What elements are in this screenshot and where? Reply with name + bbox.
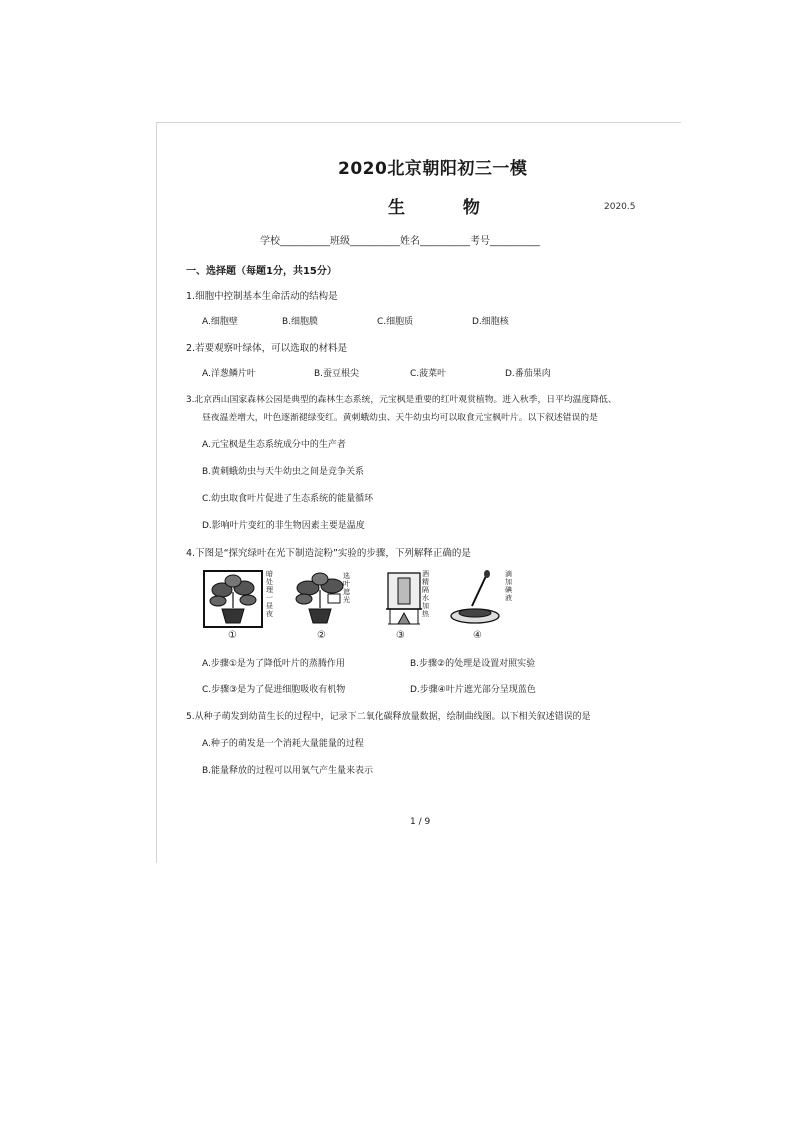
step2-label: ② [317,630,326,641]
exam-title: 2020北京朝阳初三一模 [338,159,528,179]
q2-option-a: A.洋葱鳞片叶 [202,369,256,379]
step4-iodine-drop [451,570,499,623]
q3-option-c: C.幼虫取食叶片促进了生态系统的能量循环 [202,494,374,504]
q1-option-c: C.细胞质 [377,317,414,327]
question-2-stem: 2.若要观察叶绿体，可以选取的材料是 [186,343,348,354]
q3-option-a: A.元宝枫是生态系统成分中的生产者 [202,440,346,450]
step1-caption: 暗处理一昼夜 [266,570,273,618]
q2-option-c: C.菠菜叶 [410,369,447,379]
question-4-stem: 4.下图是“探究绿叶在光下制造淀粉”实验的步骤，下列解释正确的是 [186,548,471,559]
question-1-stem: 1.细胞中控制基本生命活动的结构是 [186,291,338,302]
q1-option-b: B.细胞膜 [282,317,319,327]
page-number: 1 / 9 [410,817,431,827]
step4-label: ④ [473,630,482,641]
question-5-stem: 5.从种子萌发到幼苗生长的过程中，记录下二氧化碳释放量数据，绘制曲线图。以下相关叙述错误的是 [186,712,591,722]
q4-option-c: C.步骤③是为了促进细胞吸收有机物 [202,685,346,695]
q3-option-d: D.影响叶片变红的非生物因素主要是温度 [202,521,365,531]
q2-option-b: B.蚕豆根尖 [314,369,360,379]
q2-option-d: D.番茄果肉 [505,369,551,379]
q4-option-b: B.步骤②的处理是设置对照实验 [410,659,536,669]
question-3-stem-line2: 昼夜温差增大，叶色逐渐褪绿变红。黄刺蛾幼虫、天牛幼虫均可以取食元宝枫叶片。以下叙述错误的是 [202,413,598,423]
step2-caption: 选叶遮光 [343,572,350,604]
step3-water-bath [386,573,422,624]
question-3-stem-line1: 3.北京西山国家森林公园是典型的森林生态系统，元宝枫是重要的红叶观赏植物。进入秋季，日平均温度降低、 [186,395,617,405]
q1-option-a: A.细胞壁 [202,317,238,327]
step3-label: ③ [396,630,405,641]
exam-date: 2020.5 [604,202,636,212]
q3-option-b: B.黄刺蛾幼虫与天牛幼虫之间是竞争关系 [202,467,365,477]
exam-subject: 生 物 [388,198,506,218]
q5-option-a: A.种子的萌发是一个消耗大量能量的过程 [202,739,364,749]
q1-option-d: D.细胞核 [472,317,509,327]
student-info-line: 学校__________班级__________姓名__________考号__________ [260,236,540,247]
step1-label: ① [228,630,237,641]
q4-option-d: D.步骤④叶片遮光部分呈现蓝色 [410,685,536,695]
step2-shaded-leaf-plant [296,573,343,623]
q4-option-a: A.步骤①是为了降低叶片的蒸腾作用 [202,659,345,669]
q5-option-b: B.能量释放的过程可以用氧气产生量来表示 [202,766,374,776]
step1-dark-box-plant [204,571,262,627]
section-heading: 一、选择题（每题1分，共15分） [186,266,337,277]
step4-caption: 滴加碘液 [505,570,512,602]
step3-caption: 酒精隔水加热 [422,570,429,618]
